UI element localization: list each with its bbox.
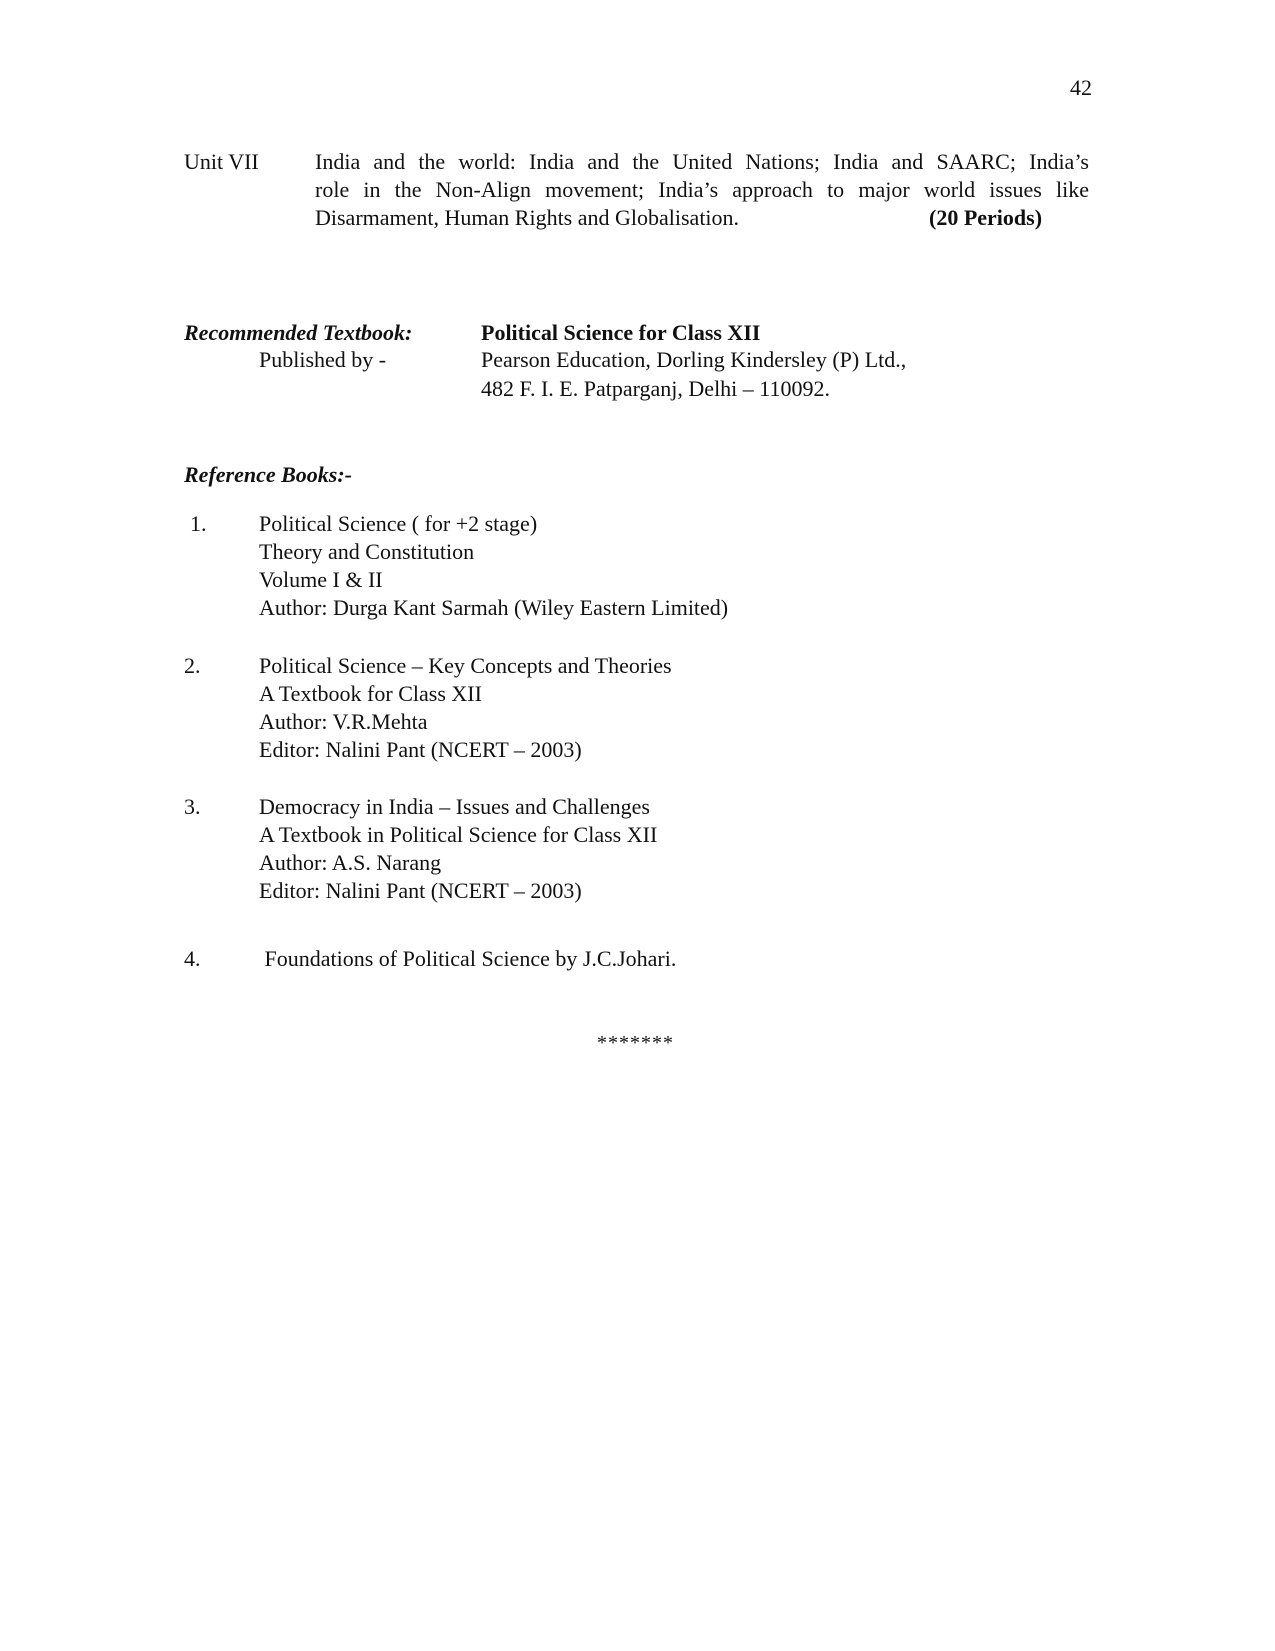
end-marker: *******	[597, 1032, 674, 1054]
reference-line: Foundations of Political Science by J.C.Johari.	[259, 946, 677, 971]
reference-line: Author: Durga Kant Sarmah (Wiley Eastern Limited)	[259, 595, 729, 620]
reference-line: Political Science ( for +2 stage)	[259, 511, 538, 536]
unit-periods: (20 Periods)	[929, 205, 1043, 230]
published-by-label: Published by -	[259, 347, 387, 372]
unit-line: India and the world: India and the United Nations; India and SAARC; India’s	[315, 149, 1089, 174]
reference-lines	[259, 652, 672, 764]
reference-number: 2.	[184, 653, 201, 678]
reference-number: 3.	[184, 794, 201, 819]
reference-line: Author: A.S. Narang	[259, 850, 442, 875]
reference-lines	[259, 510, 728, 622]
unit-line: role in the Non-Align movement; India’s approach to major world issues like	[315, 177, 1089, 202]
unit-label: Unit VII	[184, 149, 259, 174]
reference-books-heading: Reference Books:-	[184, 462, 353, 487]
reference-line: A Textbook in Political Science for Class XII	[259, 822, 658, 847]
reference-line: Volume I & II	[259, 567, 383, 592]
publisher-line: Pearson Education, Dorling Kindersley (P) Ltd.,	[481, 347, 907, 372]
reference-line: Theory and Constitution	[259, 539, 475, 564]
page-number: 42	[1070, 75, 1092, 100]
recommended-textbook-label: Recommended Textbook:	[184, 320, 413, 345]
publisher-address: 482 F. I. E. Patparganj, Delhi – 110092.	[481, 376, 830, 401]
reference-line: Democracy in India – Issues and Challenges	[259, 794, 650, 819]
reference-lines	[259, 793, 657, 905]
reference-line: A Textbook for Class XII	[259, 681, 482, 706]
reference-line: Author: V.R.Mehta	[259, 709, 428, 734]
unit-line: Disarmament, Human Rights and Globalisation.	[315, 205, 740, 230]
reference-number: 1.	[190, 511, 207, 536]
recommended-textbook-title: Political Science for Class XII	[481, 320, 761, 345]
reference-line: Editor: Nalini Pant (NCERT – 2003)	[259, 878, 582, 903]
reference-line: Political Science – Key Concepts and Theories	[259, 653, 672, 678]
reference-lines	[259, 945, 676, 973]
reference-number: 4.	[184, 946, 201, 971]
reference-line: Editor: Nalini Pant (NCERT – 2003)	[259, 737, 582, 762]
